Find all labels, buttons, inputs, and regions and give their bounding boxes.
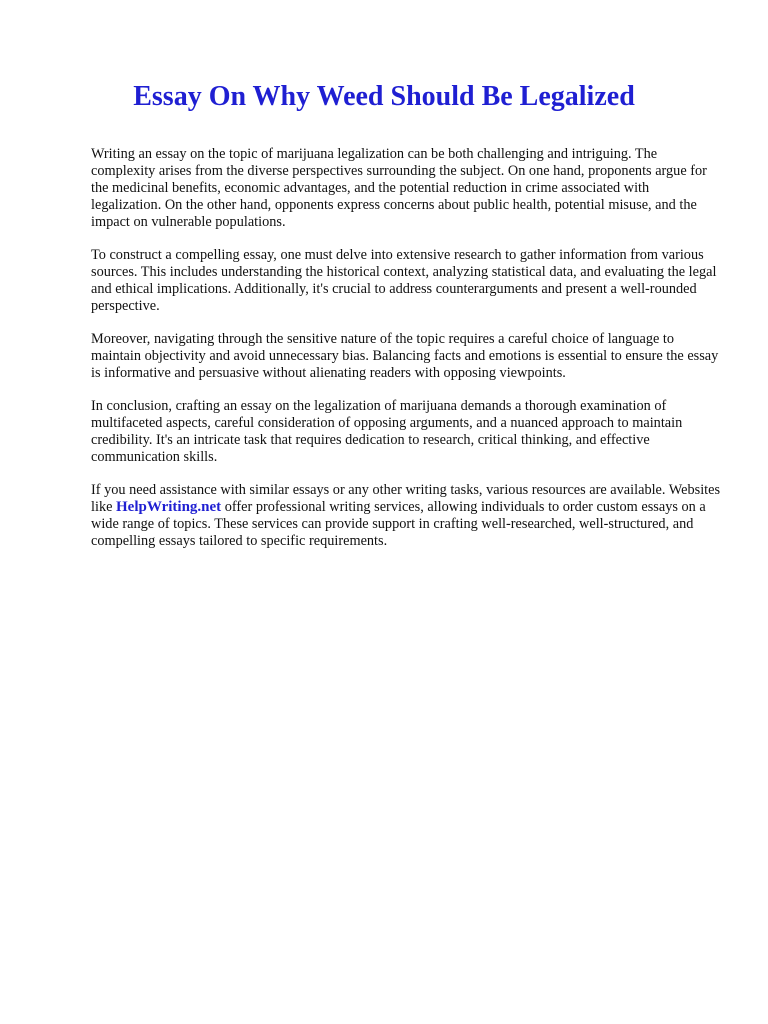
- paragraph-1: Writing an essay on the topic of marijuana legalization can be both challenging and intriguing. The complexity arises from the diverse perspectives surrounding the subject. On one hand, proponents argue for the medicinal benefits, economic advantages, and the potential reduction in crime associated with legalization. On the other hand, opponents express concerns about public health, potential misuse, and the impact on vulnerable populations.: [91, 146, 707, 230]
- paragraph-3: Moreover, navigating through the sensitive nature of the topic requires a careful choice of language to maintain objectivity and avoid unnecessary bias. Balancing facts and emotions is essential to ensure the essay is informative and persuasive without alienating readers with opposing viewpoints.: [91, 331, 719, 381]
- paragraph-5-text-after-link: offer professional writing services, allowing individuals to order custom essays on a wide range of topics. These services can provide support in crafting well-researched, well-structured, and compelling essays tailored to specific requirements.: [91, 499, 706, 549]
- document-title: Essay On Why Weed Should Be Legalized: [133, 81, 635, 112]
- paragraph-4: In conclusion, crafting an essay on the legalization of marijuana demands a thorough examination of multifaceted aspects, careful consideration of opposing arguments, and a nuanced approach to maintain credibility. It's an intricate task that requires dedication to research, critical thinking, and effective communication skills.: [91, 398, 683, 465]
- paragraph-5-text-before-link: If you need assistance with similar essays or any other writing tasks, various resources are available. Websites like: [91, 482, 721, 515]
- paragraph-2: To construct a compelling essay, one must delve into extensive research to gather information from various sources. This includes understanding the historical context, analyzing statistical data, and evaluating the legal and ethical implications. Additionally, it's crucial to address counterarguments and present a well-rounded perspective.: [91, 247, 717, 314]
- document-body: [91, 146, 723, 566]
- paragraph-5: [91, 482, 723, 550]
- helpwriting-link[interactable]: HelpWriting.net: [116, 499, 222, 515]
